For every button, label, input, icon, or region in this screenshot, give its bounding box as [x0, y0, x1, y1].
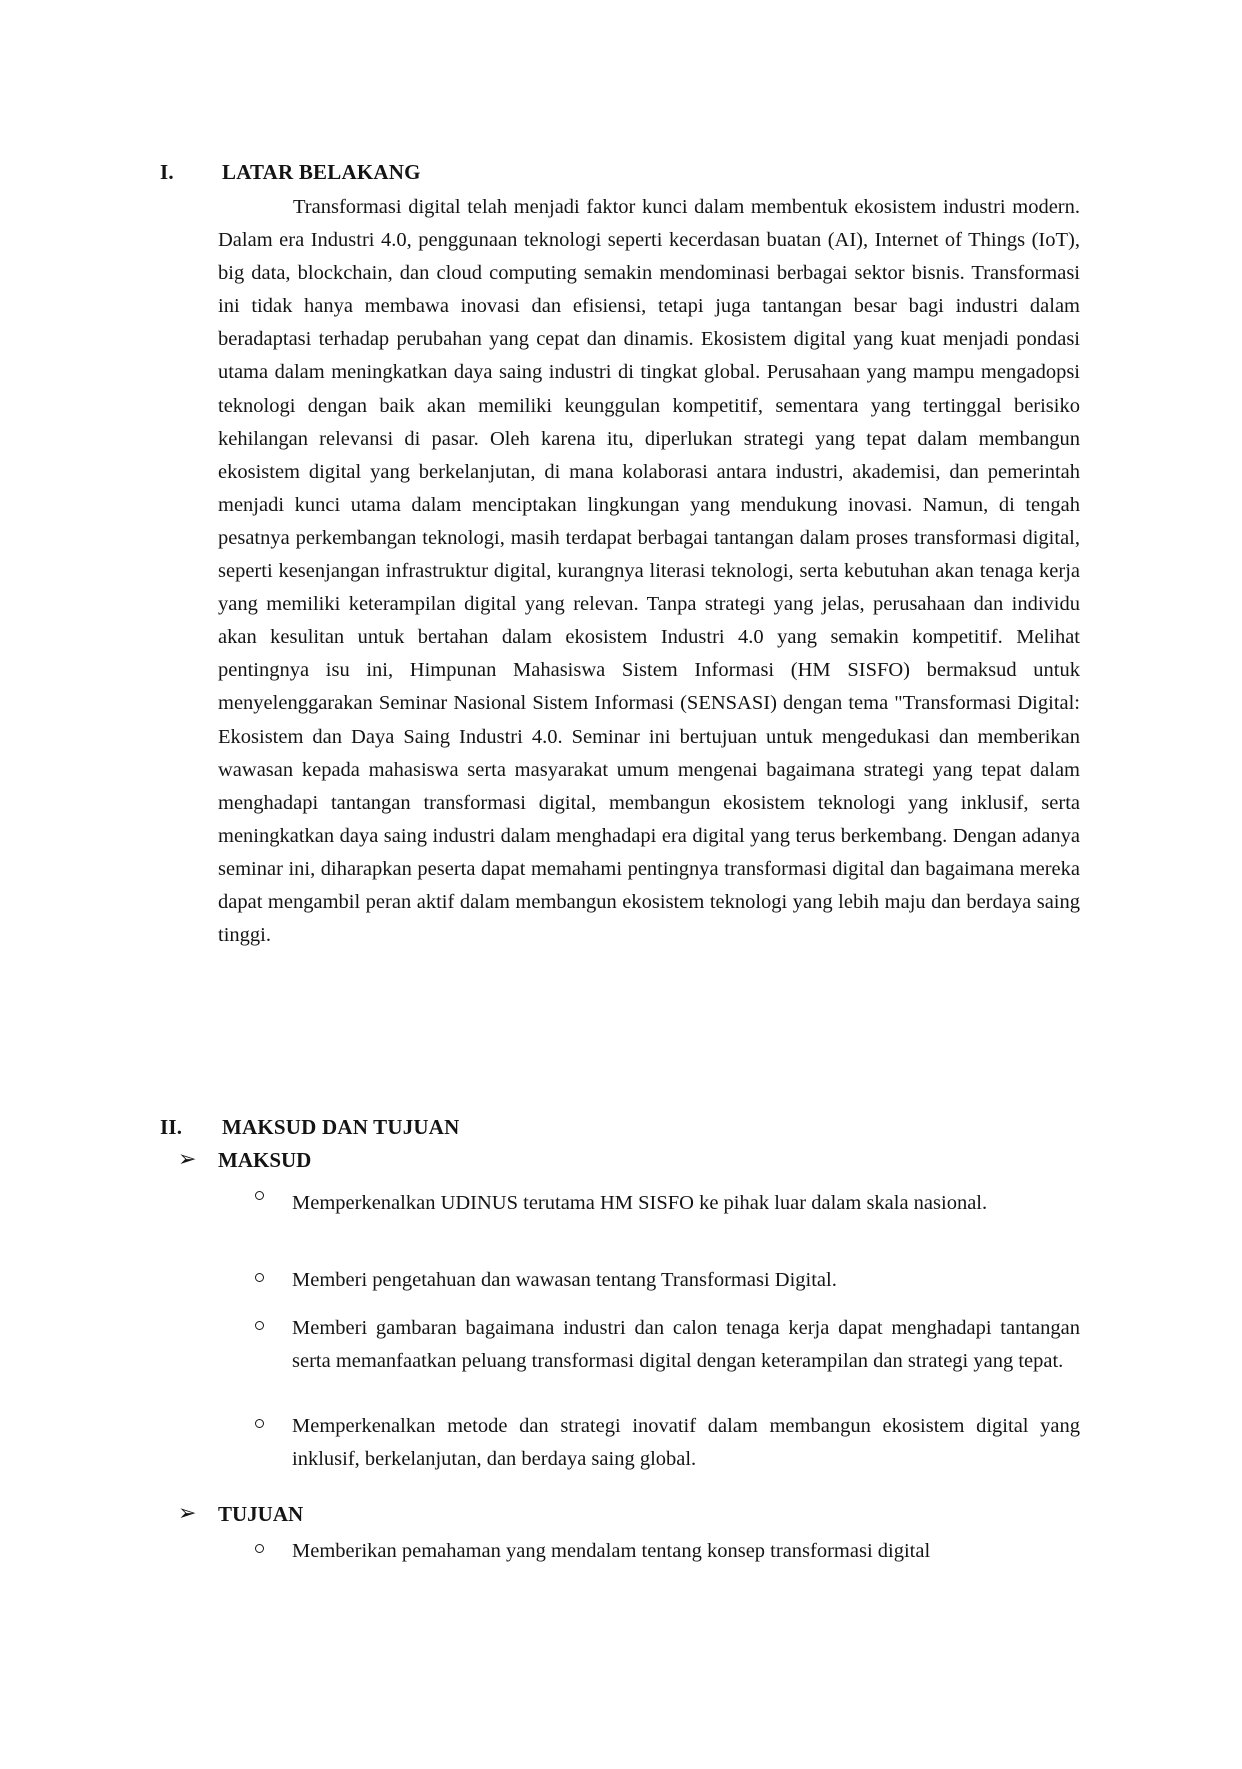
background-paragraph: Transformasi digital telah menjadi faktor kunci dalam membentuk ekosistem industri modern. Dalam era Industri 4.0, penggunaan teknologi seperti kecerdasan buatan (AI), Internet of Things (IoT), big data, blockchain, dan cloud computing semakin mendominasi berbagai sektor bisnis. Transformasi ini tidak hanya membawa inovasi dan efisiensi, tetapi juga tantangan besar bagi industri dalam beradaptasi terhadap perubahan yang cepat dan dinamis. Ekosistem digital yang kuat menjadi pondasi utama dalam meningkatkan daya saing industri di tingkat global. Perusahaan yang mampu mengadopsi teknologi dengan baik akan memiliki keunggulan kompetitif, sementara yang tertinggal berisiko kehilangan relevansi di pasar. Oleh karena itu, diperlukan strategi yang tepat dalam membangun ekosistem digital yang berkelanjutan, di mana kolaborasi antara industri, akademisi, dan pemerintah menjadi kunci utama dalam menciptakan lingkungan yang mendukung inovasi. Namun, di tengah pesatnya perkembangan teknologi, masih terdapat berbagai tantangan dalam proses transformasi digital, seperti kesenjangan infrastruktur digital, kurangnya literasi teknologi, serta kebutuhan akan tenaga kerja yang memiliki keterampilan digital yang relevan. Tanpa strategi yang jelas, perusahaan dan individu akan kesulitan untuk bertahan dalam ekosistem Industri 4.0 yang semakin kompetitif. Melihat pentingnya isu ini, Himpunan Mahasiswa Sistem Informasi (HM SISFO) bermaksud untuk menyelenggarakan Seminar Nasional Sistem Informasi (SENSASI) dengan tema "Transformasi Digital: Ekosistem dan Daya Saing Industri 4.0. Seminar ini bertujuan untuk mengedukasi dan memberikan wawasan kepada mahasiswa serta masyarakat umum mengenai bagaimana strategi yang tepat dalam menghadapi tantangan transformasi digital, membangun ekosistem teknologi yang inklusif, serta meningkatkan daya saing industri dalam menghadapi era digital yang terus berkembang. Dengan adanya seminar ini, diharapkan peserta dapat memahami pentingnya transformasi digital dan bagaimana mereka dapat mengambil peran aktif dalam membangun ekosistem teknologi yang lebih maju dan berdaya saing tinggi. — [218, 196, 1080, 947]
arrow-bullet-icon: ➢ — [178, 1146, 197, 1171]
list-item-text: Memperkenalkan metode dan strategi inovatif dalam membangun ekosistem digital yang inklusif, berkelanjutan, dan berdaya saing global. — [292, 1415, 1080, 1470]
circle-bullet-icon — [255, 1419, 264, 1428]
list-item-text: Memperkenalkan UDINUS terutama HM SISFO ke pihak luar dalam skala nasional. — [292, 1192, 988, 1214]
section-title: MAKSUD DAN TUJUAN — [222, 1115, 460, 1139]
circle-bullet-icon — [255, 1321, 264, 1330]
subheading-title: TUJUAN — [218, 1502, 304, 1526]
arrow-bullet-icon: ➢ — [178, 1500, 197, 1525]
section-number: II. — [160, 1115, 183, 1139]
section-title: LATAR BELAKANG — [222, 160, 421, 184]
list-item-text: Memberikan pemahaman yang mendalam tentang konsep transformasi digital — [292, 1540, 931, 1562]
circle-bullet-icon — [255, 1273, 264, 1282]
subheading-title: MAKSUD — [218, 1148, 312, 1172]
list-item-text: Memberi pengetahuan dan wawasan tentang Transformasi Digital. — [292, 1269, 837, 1291]
circle-bullet-icon — [255, 1191, 264, 1200]
list-item-text: Memberi gambaran bagaimana industri dan calon tenaga kerja dapat menghadapi tantangan serta memanfaatkan peluang transformasi digital dengan keterampilan dan strategi yang tepat. — [292, 1317, 1080, 1372]
circle-bullet-icon — [255, 1544, 264, 1553]
section-number: I. — [160, 160, 174, 184]
